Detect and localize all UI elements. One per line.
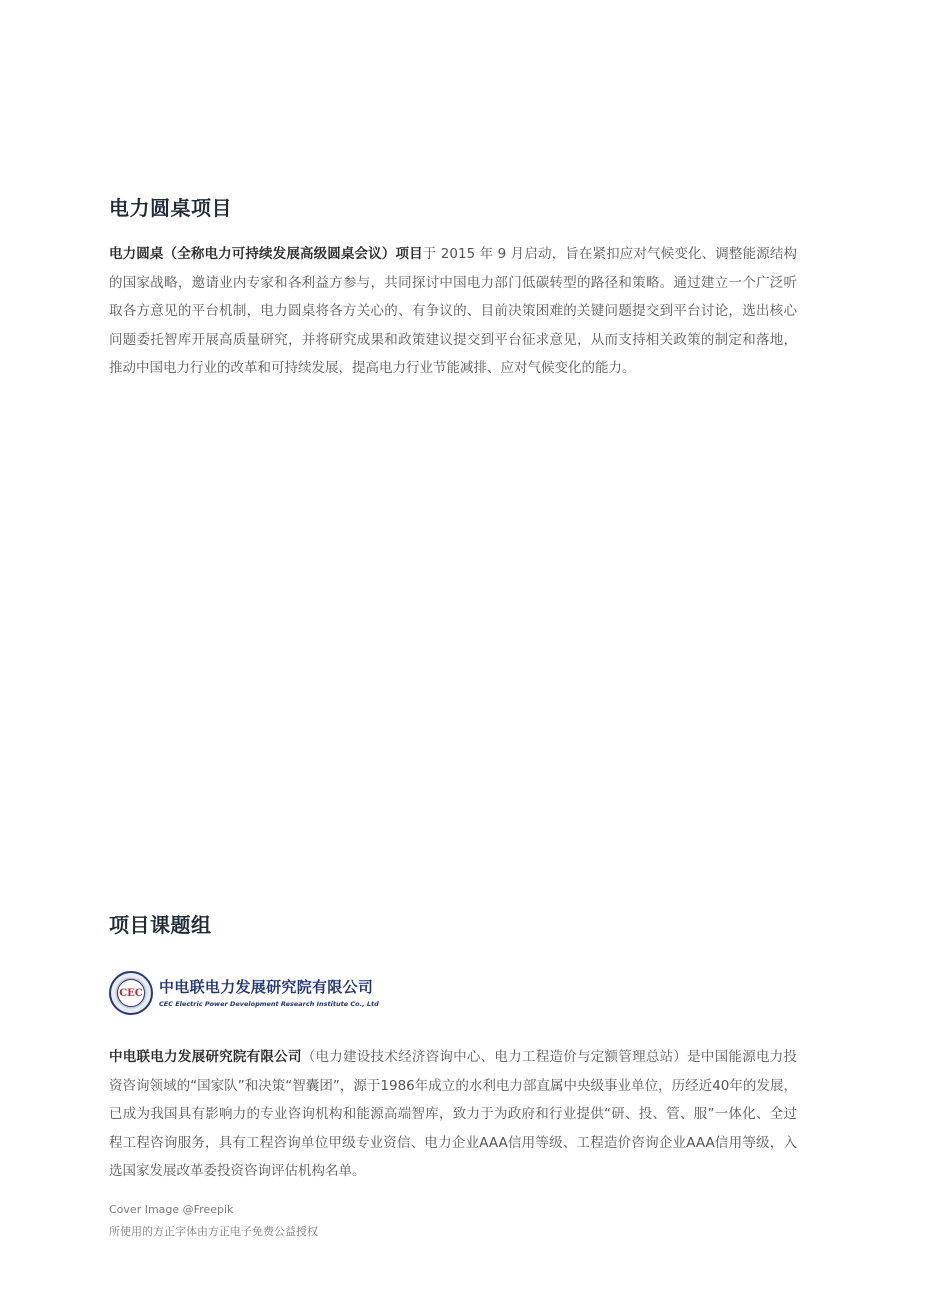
seal-emblem-icon	[109, 971, 153, 1015]
section-paragraph	[109, 240, 797, 383]
company-logo	[109, 969, 797, 1017]
footer-credits	[109, 1199, 318, 1243]
logo-wordmark	[159, 978, 379, 1009]
cover-image-credit: Cover Image @Freepik	[109, 1203, 234, 1216]
section-paragraph	[109, 1043, 797, 1186]
seal-monogram: CEC	[117, 979, 145, 1007]
paragraph-body: 于 2015 年 9 月启动，旨在紧扣应对气候变化、调整能源结构的国家战略，邀请业内专家和各利益方参与，共同探讨中国电力部门低碳转型的路径和策略。通过建立一个广泛听取各方意见的平台机制，电力圆桌将各方关心的、有争议的、目前决策困难的关键问题提交到平台讨论，选出核心问题委托智库开展高质量研究，并将研究成果和政策建议提交到平台征求意见，从而支持相关政策的制定和落地，推动中国电力行业的改革和可持续发展，提高电力行业节能减排、应对气候变化的能力。	[109, 246, 797, 377]
logo-name-cn: 中电联电力发展研究院有限公司	[159, 977, 374, 996]
paragraph-lead: 中电联电力发展研究院有限公司	[109, 1049, 302, 1065]
paragraph-lead: 电力圆桌（全称电力可持续发展高级圆桌会议）项目	[109, 246, 423, 262]
section-title: 电力圆桌项目	[109, 196, 232, 220]
paragraph-body: （电力建设技术经济咨询中心、电力工程造价与定额管理总站）是中国能源电力投资咨询领域的“国家队”和决策“智囊团”，源于1986年成立的水利电力部直属中央级事业单位，历经近40年的发展，已成为我国具有影响力的专业咨询机构和能源高端智库，致力于为政府和行业提供“研、投、管、服”一体化、全过程工程咨询服务，具有工程咨询单位甲级专业资信、电力企业AAA信用等级、工程造价咨询企业AAA信用等级，入选国家发展改革委投资咨询评估机构名单。	[109, 1049, 798, 1180]
section-project-team	[109, 911, 797, 1186]
font-license-credit: 所使用的方正字体由方正电子免费公益授权	[109, 1225, 318, 1238]
section-roundtable	[109, 194, 797, 383]
logo-name-en: CEC Electric Power Development Research Institute Co., Ltd	[159, 999, 379, 1008]
section-title: 项目课题组	[109, 913, 212, 937]
